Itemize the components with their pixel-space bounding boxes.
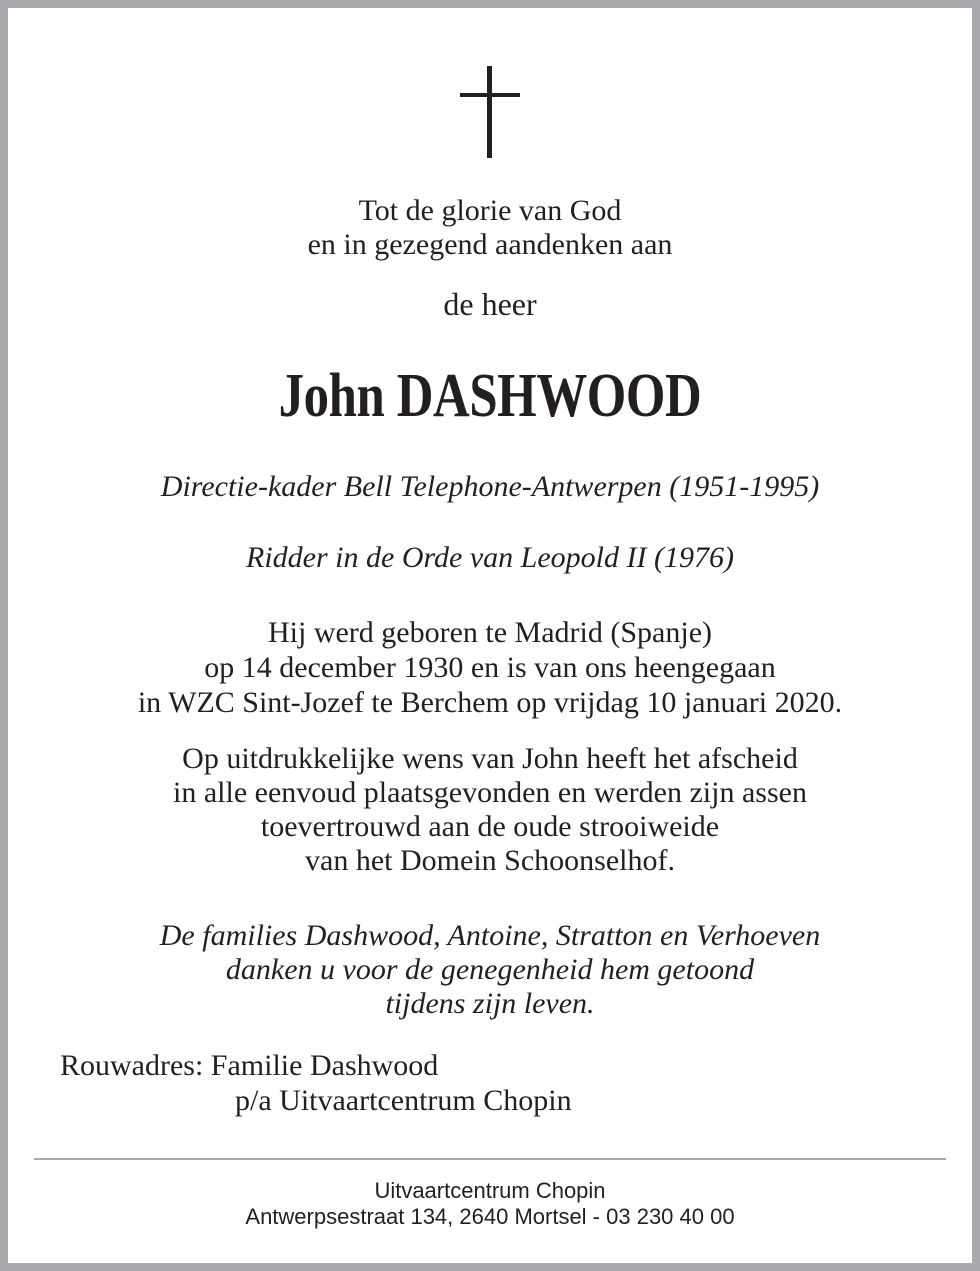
intro-text [0, 194, 980, 262]
mourning-address-label: Rouwadres: Familie Dashwood [60, 1049, 439, 1082]
paragraph-line: danken u voor de genegenheid hem getoond [225, 953, 755, 986]
honour-line: Ridder in de Orde van Leopold II (1976) [246, 541, 734, 574]
footer-contact: Antwerpsestraat 134, 2640 Mortsel - 03 230 40 00 [245, 1204, 735, 1229]
deceased-name: John DASHWOOD [278, 362, 702, 430]
paragraph-line: van het Domein Schoonselhof. [305, 844, 675, 877]
mourning-address-care-of: p/a Uitvaartcentrum Chopin [235, 1084, 572, 1117]
title-prefix: de heer [443, 286, 537, 322]
paragraph-line: De families Dashwood, Antoine, Stratton en Verhoeven [159, 919, 821, 952]
paragraph-line: Op uitdrukkelijke wens van John heeft het afscheid [182, 742, 798, 775]
paragraph-line: Hij werd geboren te Madrid (Spanje) [267, 616, 713, 649]
footer-divider [34, 1158, 946, 1160]
paragraph-line: in alle eenvoud plaatsgevonden en werden zijn assen [173, 776, 807, 809]
intro-line: Tot de glorie van God [358, 194, 622, 227]
farewell-paragraph [0, 742, 980, 878]
paragraph-line: toevertrouwd aan de oude strooiweide [260, 810, 720, 843]
paragraph-line: tijdens zijn leven. [385, 987, 595, 1020]
paragraph-line: op 14 december 1930 en is van ons heengegaan [204, 651, 776, 684]
intro-line: en in gezegend aandenken aan [307, 228, 673, 261]
footer-company: Uitvaartcentrum Chopin [374, 1178, 606, 1203]
cross-icon [460, 66, 520, 158]
thanks-paragraph [0, 919, 980, 1021]
paragraph-line: in WZC Sint-Jozef te Berchem op vrijdag 10 januari 2020. [137, 686, 843, 719]
birth-death-paragraph [0, 615, 980, 720]
career-line: Directie-kader Bell Telephone-Antwerpen (1951-1995) [160, 470, 820, 503]
